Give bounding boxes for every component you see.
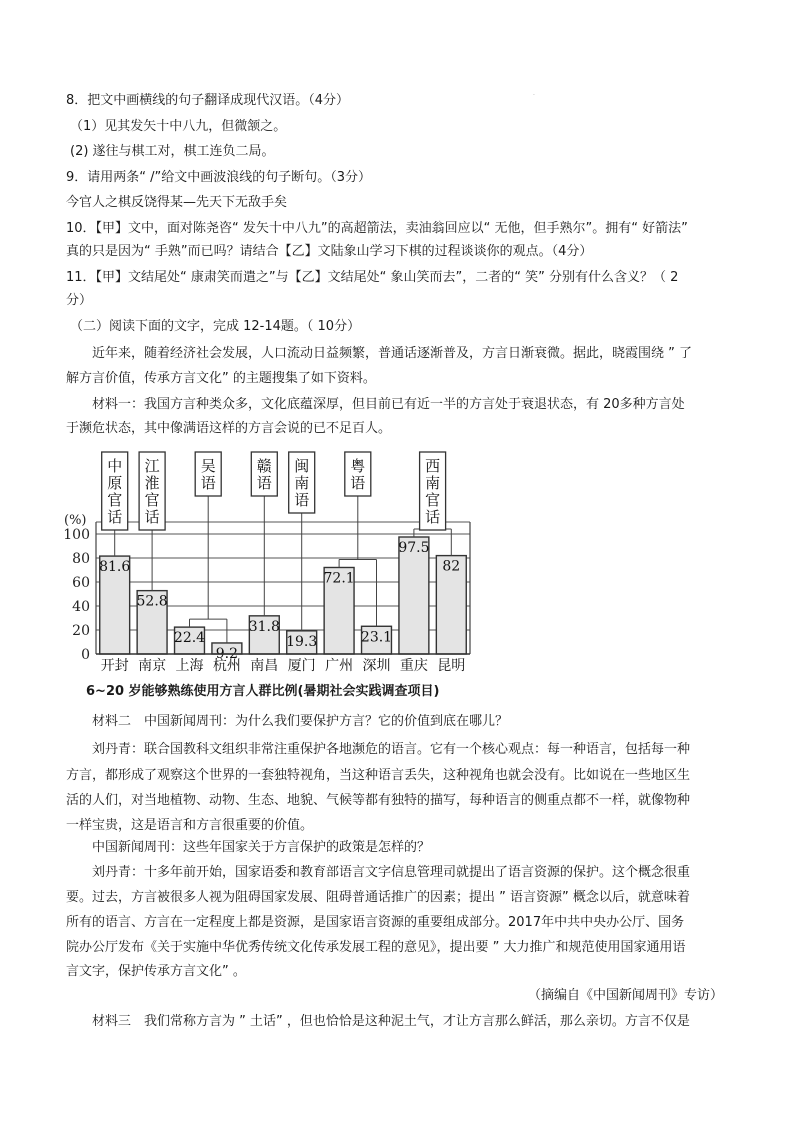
question-8-part-2: (2) 遂往与棋工对，棋工连负二局。 xyxy=(70,144,275,159)
x-tick-label: 南昌 xyxy=(250,658,279,674)
material-2-para-2-line-4: 院办公厅发布《关于实施中华优秀传统文化传承发展工程的意见》，提出要 ” 大力推广和规范使用国家通用语 xyxy=(66,940,686,955)
x-tick-label: 厦门 xyxy=(287,658,316,674)
bar-value-label: 72.1 xyxy=(323,570,355,587)
intro-line-2: 解方言价值，传承方言文化” 的主题搜集了如下资料。 xyxy=(66,371,376,386)
group-label-char: 原 xyxy=(107,474,123,492)
bar-value-label: 22.4 xyxy=(173,630,206,647)
y-tick-label: 40 xyxy=(72,599,90,615)
group-label-char: 粤 xyxy=(350,457,366,475)
stray-mark: · xyxy=(533,92,535,99)
question-8-part-1: （1）见其发矢十中八九，但微颔之。 xyxy=(70,119,287,134)
group-label-char: 闽 xyxy=(294,457,310,475)
x-tick-label: 杭州 xyxy=(212,658,241,674)
group-label-char: 官 xyxy=(144,491,160,509)
group-label-char: 语 xyxy=(200,474,216,492)
bar-value-label: 97.5 xyxy=(398,540,430,556)
group-label-char: 江 xyxy=(144,457,160,475)
material-3-line-1: 材料三 我们常称方言为 ” 土话” ，但也恰恰是这种泥土气，才让方言那么鲜活，那么亲切。方言不仅是 xyxy=(92,1014,690,1029)
question-8: 8．把文中画横线的句子翻译成现代汉语。（4分） xyxy=(66,93,350,108)
chart-caption: 6~20 岁能够熟练使用方言人群比例(暑期社会实践调查项目) xyxy=(86,684,440,699)
material-1-line-2: 于濒危状态，其中像满语这样的方言会说的已不足百人。 xyxy=(66,421,392,436)
question-10-line-1: 10．【甲】文中，面对陈尧咨“ 发矢十中八九”的高超箭法，卖油翁回应以“ 无他，但手熟尔”。拥有“ 好箭法” xyxy=(66,221,688,236)
x-tick-label: 开封 xyxy=(100,658,129,674)
group-label-char: 语 xyxy=(294,491,310,509)
group-label-char: 话 xyxy=(107,508,123,526)
x-tick-label: 上海 xyxy=(175,658,204,674)
question-9-text: 今官人之棋反饶得某—先天下无敌手矣 xyxy=(66,195,288,210)
question-9: 9．请用两条“ /”给文中画波浪线的句子断句。（3分） xyxy=(66,170,372,185)
group-label-char: 南 xyxy=(425,474,441,492)
material-1-line-1: 材料一：我国方言种类众多，文化底蕴深厚，但目前已有近一半的方言处于衰退状态，有 20多种方言处 xyxy=(92,397,685,412)
x-tick-label: 重庆 xyxy=(399,658,428,674)
question-11-line-1: 11．【甲】文结尾处“ 康肃笑而遣之”与【乙】文结尾处“ 象山笑而去”，二者的“ 笑” 分别有什么含义？（ 2 xyxy=(66,270,679,285)
bar-value-label: 82 xyxy=(442,558,461,575)
material-2-title: 材料二 中国新闻周刊：为什么我们要保护方言？它的价值到底在哪儿？ xyxy=(92,714,509,729)
bar-value-label: 52.8 xyxy=(136,593,168,610)
bar-value-label: 31.8 xyxy=(248,618,280,635)
group-label-char: 吴 xyxy=(200,457,216,475)
material-2-source: （摘编自《中国新闻周刊》专访） xyxy=(527,988,723,1003)
dialect-usage-bar-chart xyxy=(60,438,480,682)
material-2-para-1-line-4: 一样宝贵，这是语言和方言很重要的价值。 xyxy=(66,818,314,833)
section-2-title: （二）阅读下面的文字，完成 12-14题。（ 10分） xyxy=(70,319,361,334)
bar-value-label: 81.6 xyxy=(99,559,131,576)
group-label-char: 中 xyxy=(107,457,123,475)
question-10-line-2: 真的只是因为“ 手熟”而已吗？请结合【乙】文陆象山学习下棋的过程谈谈你的观点。（4分） xyxy=(66,244,593,259)
x-tick-label: 广州 xyxy=(325,658,354,674)
x-tick-label: 南京 xyxy=(138,658,167,674)
group-label-char: 语 xyxy=(256,474,272,492)
y-tick-label: 20 xyxy=(72,623,90,639)
material-2-para-1-line-1: 刘丹青：联合国教科文组织非常注重保护各地濒危的语言。它有一个核心观点：每一种语言，包括每一种 xyxy=(92,742,691,757)
group-label-char: 官 xyxy=(425,491,441,509)
x-tick-label: 昆明 xyxy=(437,658,466,674)
material-2-para-2-line-5: 言文字，保护传承方言文化” 。 xyxy=(66,964,246,979)
group-label-char: 话 xyxy=(425,508,441,526)
y-tick-label: 100 xyxy=(63,527,90,543)
y-tick-label: 0 xyxy=(81,647,90,663)
y-axis-unit: (%) xyxy=(64,513,87,528)
bar-value-label: 23.1 xyxy=(360,629,393,646)
bar-value-label: 9.2 xyxy=(215,645,239,662)
material-2-para-2-line-3: 所有的语言、方言在一定程度上都是资源，是国家语言资源的重要组成部分。2017年中共中央办公厅、国务 xyxy=(66,915,685,930)
group-label-char: 官 xyxy=(107,491,123,509)
y-tick-label: 80 xyxy=(72,551,90,567)
y-tick-label: 60 xyxy=(72,575,90,591)
group-label-char: 淮 xyxy=(144,474,160,492)
material-2-question-2: 中国新闻周刊：这些年国家关于方言保护的政策是怎样的？ xyxy=(92,840,431,855)
group-label-char: 语 xyxy=(350,474,366,492)
group-label-char: 西 xyxy=(425,457,441,475)
question-11-line-2: 分） xyxy=(66,293,93,308)
group-label-char: 南 xyxy=(294,474,310,492)
x-tick-label: 深圳 xyxy=(362,658,391,674)
material-2-para-2-line-1: 刘丹青：十多年前开始，国家语委和教育部语言文字信息管理司就提出了语言资源的保护。这个概念很重 xyxy=(92,865,691,880)
material-2-para-1-line-3: 活的人们，对当地植物、动物、生态、地貌、气候等都有独特的描写，每种语言的侧重点都不一样，就像物种 xyxy=(66,793,691,808)
material-2-para-1-line-2: 方言，都形成了观察这个世界的一套独特视角，当这种语言丢失，这种视角也就会没有。比如说在一些地区生 xyxy=(66,768,691,783)
material-2-para-2-line-2: 要。过去，方言被很多人视为阻碍国家发展、阻碍普通话推广的因素；提出 ” 语言资源” 概念以后，就意味着 xyxy=(66,890,690,905)
intro-line-1: 近年来，随着经济社会发展，人口流动日益频繁，普通话逐渐普及，方言日渐衰微。据此，晓霞围绕 ” 了 xyxy=(92,346,693,361)
group-label-char: 话 xyxy=(144,508,160,526)
group-label-char: 赣 xyxy=(256,457,272,475)
bar-value-label: 19.3 xyxy=(286,633,318,650)
